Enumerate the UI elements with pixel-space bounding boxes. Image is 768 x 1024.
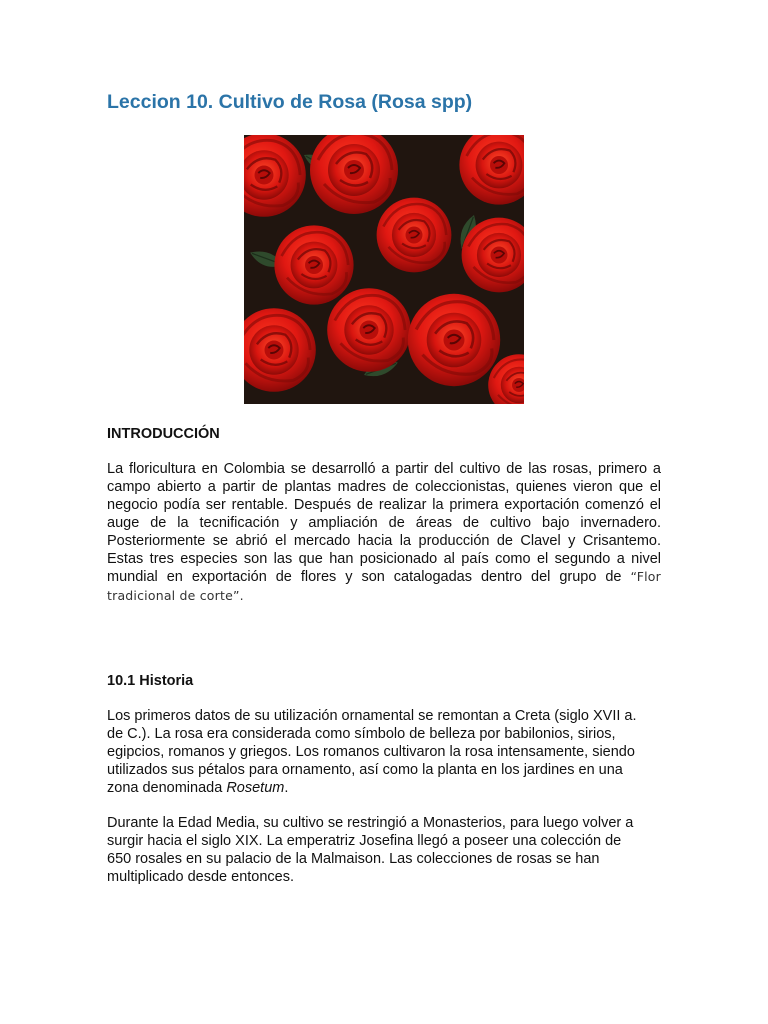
intro-paragraph	[107, 461, 661, 606]
historia-line: surgir hacia el siglo XIX. La emperatriz Josefina llegó a poseer una colección de	[107, 832, 622, 849]
historia-line: Durante la Edad Media, su cultivo se restringió a Monasterios, para luego volver a	[107, 815, 634, 831]
historia-line: egipcios, romanos y griegos. Los romanos cultivaron la rosa intensamente, siendo	[107, 743, 635, 760]
quote-text: tradicional de corte”.	[107, 588, 244, 604]
intro-line: campo abierto a partir de plantas madres de coleccionistas, quienes vieron que el	[107, 478, 661, 495]
intro-line	[107, 587, 661, 606]
rosetum-term: Rosetum	[226, 779, 285, 796]
historia-paragraph-1	[107, 708, 661, 798]
intro-line: auge de la tecnificación y ampliación de áreas de cultivo bajo invernadero.	[107, 514, 661, 531]
historia-paragraph-2	[107, 815, 661, 887]
intro-line: Estas tres especies son las que han posicionado al país como el segundo a nivel	[107, 550, 661, 567]
historia-line	[107, 780, 661, 798]
historia-line: multiplicado desde entonces.	[107, 868, 295, 885]
lesson-title: Leccion 10. Cultivo de Rosa (Rosa spp)	[107, 91, 473, 113]
intro-line: Posteriormente se abrió el mercado hacia la producción de Clavel y Crisantemo.	[107, 532, 661, 549]
historia-line: Los primeros datos de su utilización ornamental se remontan a Creta (siglo XVII a.	[107, 708, 637, 724]
intro-line-text: mundial en exportación de flores y son catalogadas dentro del grupo de	[107, 569, 631, 586]
quote-text: “Flor	[630, 569, 661, 585]
historia-line: utilizados sus pétalos para ornamento, así como la planta en los jardines en una	[107, 761, 623, 778]
intro-line-quote	[107, 568, 661, 587]
historia-heading: 10.1 Historia	[107, 673, 194, 689]
historia-line-text: zona denominada	[107, 779, 227, 796]
historia-line: 650 rosales en su palacio de la Malmaison. Las colecciones de rosas se han	[107, 850, 600, 867]
historia-line: de C.). La rosa era considerada como símbolo de belleza por babilonios, sirios,	[107, 725, 616, 742]
intro-heading: INTRODUCCIÓN	[107, 426, 220, 442]
intro-line: La floricultura en Colombia se desarrolló a partir del cultivo de las rosas, primero a	[107, 461, 661, 477]
historia-line-end: .	[284, 779, 289, 796]
red-roses-photo	[244, 135, 524, 404]
intro-line: negocio podía ser rentable. Después de realizar la primera exportación comenzó el	[107, 496, 661, 513]
